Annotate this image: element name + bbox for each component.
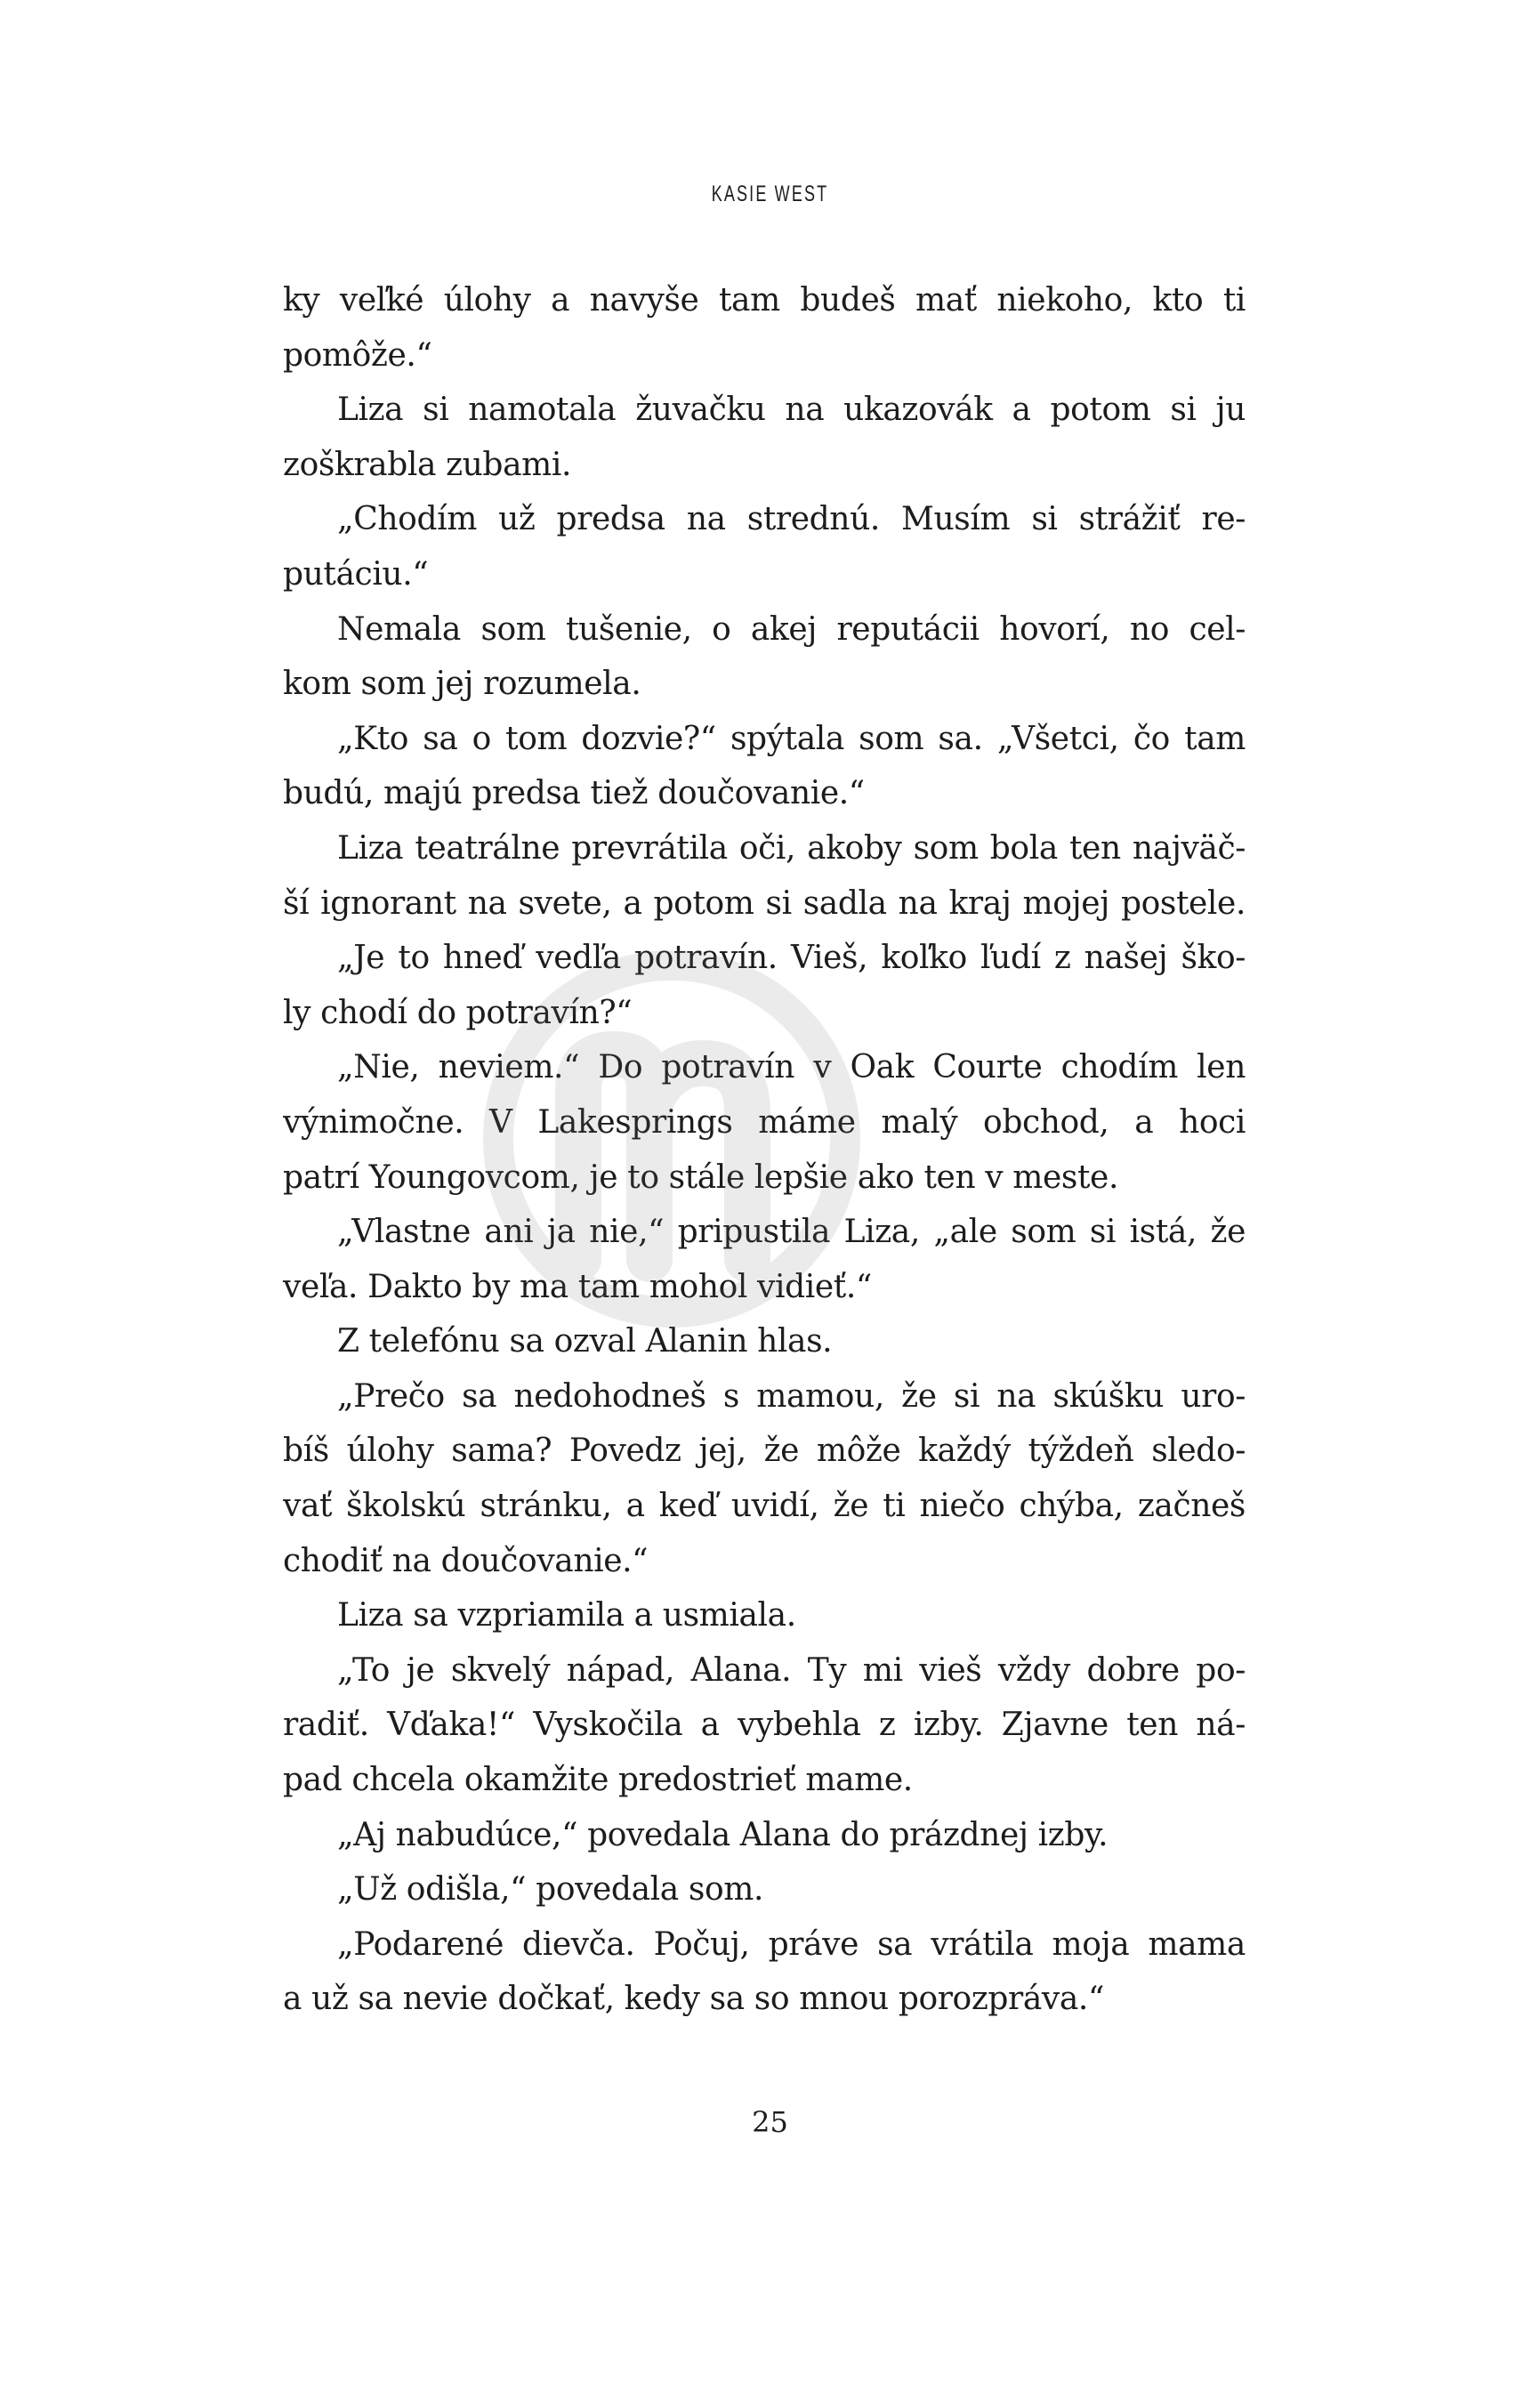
- text-line: „Je to hneď vedľa potravín. Vieš, koľko ľudí z našej ško-: [337, 940, 1246, 977]
- text-line: výnimočne. V Lakesprings máme malý obchod, a hoci: [283, 1103, 1246, 1141]
- text-line: „Chodím už predsa na strednú. Musím si strážiť re-: [337, 501, 1246, 538]
- text-line: Z telefónu sa ozval Alanin hlas.: [337, 1323, 833, 1360]
- text-line: putáciu.“: [283, 555, 429, 593]
- text-line: pomôže.“: [283, 336, 432, 374]
- text-line: „Vlastne ani ja nie,“ pripustila Liza, „ale som si istá, že: [337, 1214, 1246, 1251]
- page-number: 25: [752, 2105, 788, 2139]
- text-line: „Už odišla,“ povedala som.: [337, 1871, 763, 1909]
- text-line: Liza teatrálne prevrátila oči, akoby som bola ten najväč-: [337, 829, 1246, 867]
- text-line: patrí Youngovcom, je to stále lepšie ako ten v meste.: [283, 1158, 1119, 1196]
- text-line: „Aj nabudúce,“ povedala Alana do prázdnej izby.: [337, 1816, 1109, 1853]
- text-line: pad chcela okamžite predostrieť mame.: [283, 1762, 913, 1799]
- text-line: Liza sa vzpriamila a usmiala.: [337, 1597, 796, 1634]
- text-line: „Kto sa o tom dozvie?“ spýtala som sa. „Všetci, čo tam: [337, 720, 1246, 757]
- text-line: zoškrabla zubami.: [283, 446, 572, 483]
- text-line: „To je skvelý nápad, Alana. Ty mi vieš vždy dobre po-: [337, 1651, 1246, 1689]
- text-line: vať školskú stránku, a keď uvidí, že ti niečo chýba, začneš: [283, 1488, 1246, 1525]
- text-line: bíš úlohy sama? Povedz jej, že môže každý týždeň sledo-: [283, 1433, 1246, 1470]
- text-line: „Nie, neviem.“ Do potravín v Oak Courte chodím len: [337, 1049, 1246, 1086]
- text-line: budú, majú predsa tiež doučovanie.“: [283, 775, 865, 812]
- text-line: Liza si namotala žuvačku na ukazovák a potom si ju: [337, 391, 1246, 429]
- text-line: „Prečo sa nedohodneš s mamou, že si na skúšku uro-: [337, 1377, 1246, 1415]
- body-text: [283, 273, 1246, 2027]
- text-line: kom som jej rozumela.: [283, 666, 641, 703]
- text-line: „Podarené dievča. Počuj, práve sa vrátila moja mama: [337, 1925, 1246, 1963]
- text-line: radiť. Vďaka!“ Vyskočila a vybehla z izby. Zjavne ten ná-: [283, 1707, 1246, 1744]
- text-line: ly chodí do potravín?“: [283, 994, 633, 1031]
- text-line: ky veľké úlohy a navyše tam budeš mať niekoho, kto ti: [283, 282, 1246, 319]
- text-line: a už sa nevie dočkať, kedy sa so mnou porozpráva.“: [283, 1981, 1104, 2018]
- text-line: veľa. Dakto by ma tam mohol vidieť.“: [283, 1268, 872, 1305]
- text-line: chodiť na doučovanie.“: [283, 1542, 649, 1579]
- running-head: KASIE WEST: [711, 182, 829, 206]
- text-line: ší ignorant na svete, a potom si sadla na kraj mojej postele.: [283, 884, 1246, 922]
- text-line: Nemala som tušenie, o akej reputácii hovorí, no cel-: [337, 610, 1246, 648]
